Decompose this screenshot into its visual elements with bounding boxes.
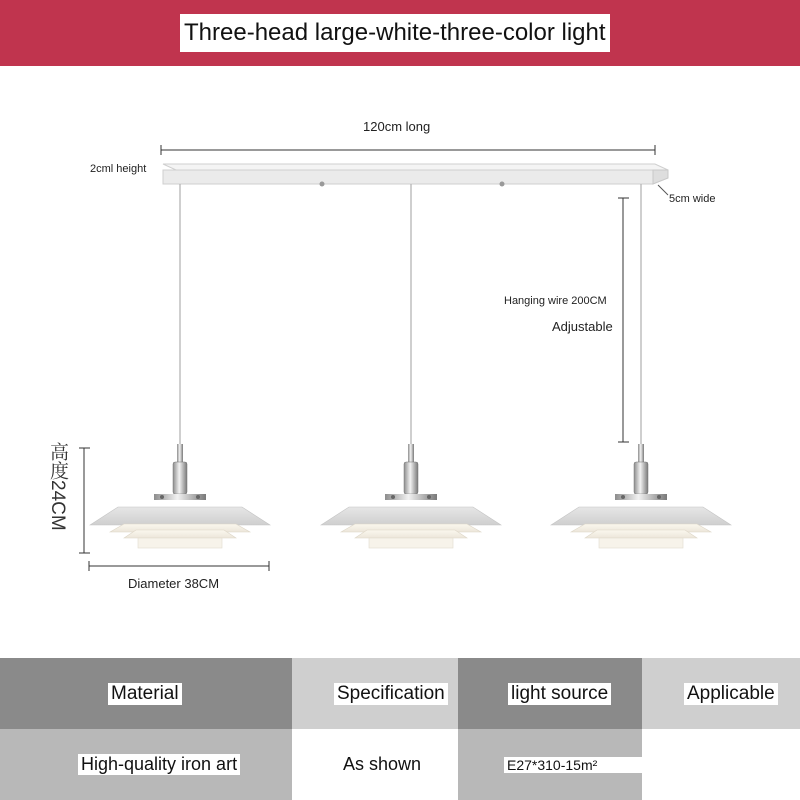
lamp-illustration — [0, 66, 800, 656]
spec-header-material — [0, 658, 292, 729]
spec-value: High-quality iron art — [78, 754, 240, 775]
spec-table — [0, 658, 800, 800]
height-label: 2cml height — [90, 163, 147, 175]
title-banner — [0, 0, 800, 66]
spec-value-material — [0, 729, 292, 800]
length-label: 120cm long — [363, 119, 431, 134]
spec-header-light-source — [458, 658, 642, 729]
canopy-bar — [163, 164, 668, 187]
length-dimension — [161, 145, 655, 155]
lamp-height-dimension — [79, 448, 90, 553]
hanging-wires — [180, 184, 641, 445]
product-title: Three-head large-white-three-color light — [180, 14, 610, 52]
spec-value-applicable — [642, 729, 800, 800]
spec-value: E27*310-15m² — [504, 757, 667, 773]
adjustable-label: Adjustable — [552, 319, 613, 334]
spec-value-specification — [292, 729, 458, 800]
spec-header-label: Specification — [334, 683, 448, 705]
lamp-head-3 — [551, 444, 731, 548]
diameter-label: Diameter 38CM — [128, 576, 220, 591]
lamp-height-label: 高度24CM — [47, 442, 68, 531]
wire-label: Hanging wire 200CM — [504, 295, 607, 307]
lamp-head-2 — [321, 444, 501, 548]
spec-value: As shown — [340, 754, 424, 775]
spec-header-applicable — [642, 658, 800, 729]
spec-header-label: Material — [108, 683, 182, 705]
diameter-dimension — [89, 561, 269, 571]
width-label: 5cm wide — [669, 193, 716, 205]
spec-header-specification — [292, 658, 458, 729]
spec-header-label: Applicable — [684, 683, 778, 705]
spec-header-label: light source — [508, 683, 611, 705]
wire-dimension — [618, 198, 629, 442]
width-dimension — [658, 185, 668, 195]
lamp-head-1 — [90, 444, 270, 548]
product-diagram — [0, 66, 800, 656]
spec-value-light-source — [458, 729, 642, 800]
